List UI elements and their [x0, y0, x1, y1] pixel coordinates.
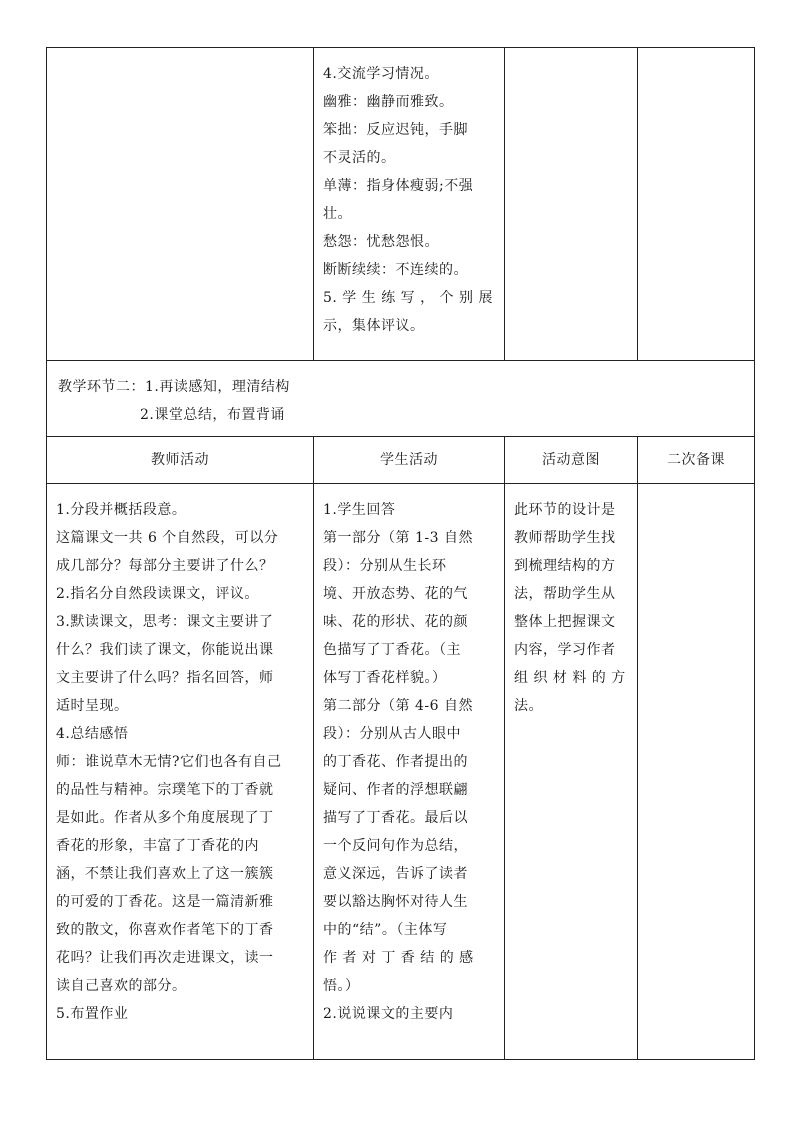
text-line: 要以豁达胸怀对待人生 — [323, 894, 468, 910]
text-line: 体写丁香花样貌。） — [323, 670, 447, 686]
text-line: 境、开放态势、花的气 — [323, 586, 468, 602]
backup-cell-empty — [638, 48, 755, 361]
text-line: 段）：分别从古人眼中 — [323, 726, 461, 742]
text-line: 中的“结”。（主体写 — [323, 922, 448, 938]
text-line: 段）：分别从生长环 — [323, 558, 447, 574]
text-line: 描写了丁香花。最后以 — [323, 810, 468, 826]
section-two-cell — [47, 361, 755, 437]
activity-intent-text — [505, 484, 637, 720]
text-line: 2.指名分自然段读课文，评议。 — [56, 586, 259, 602]
text-line: 5.布置作业 — [56, 1006, 129, 1022]
text-line: 愁怨：忧愁怨恨。 — [323, 234, 439, 250]
header-teacher-activity: 教师活动 — [47, 437, 314, 484]
text-line: 第二部分（第 4-6 自然 — [323, 698, 473, 714]
teacher-activity-text — [47, 484, 313, 1028]
text-line: 内容，学习作者 — [514, 642, 616, 658]
text-line: 意义深远，告诉了读者 — [323, 866, 468, 882]
text-line: 的丁香花、作者提出的 — [323, 754, 468, 770]
intent-cell-empty — [505, 48, 638, 361]
header-second-prep: 二次备课 — [638, 437, 755, 484]
text-line: 这篇课文一共 6 个自然段，可以分 — [56, 530, 279, 546]
text-line: 涵，不禁让我们喜欢上了这一簇簇 — [56, 866, 274, 882]
text-line: 教师帮助学生找 — [514, 530, 616, 546]
section-two-row — [47, 361, 755, 437]
text-line: 什么？我们读了课文，你能说出课 — [56, 642, 274, 658]
text-line: 一个反问句作为总结， — [323, 838, 468, 854]
text-line: 笨拙：反应迟钝，手脚 — [323, 122, 468, 138]
text-line: 壮。 — [323, 206, 352, 222]
text-line: 2.说说课文的主要内 — [323, 1006, 454, 1022]
text-line: 作 者 对 丁 香 结 的 感 — [323, 950, 474, 966]
text-line: 文主要讲了什么吗？指名回答，师 — [56, 670, 274, 686]
column-header-row — [47, 437, 755, 484]
text-line: 法，帮助学生从 — [514, 586, 616, 602]
text-line: 整体上把握课文 — [514, 614, 616, 630]
continuation-row — [47, 48, 755, 361]
text-line: 此环节的设计是 — [514, 502, 616, 518]
content-row — [47, 484, 755, 1060]
text-line: 花吗？让我们再次走进课文，读一 — [56, 950, 274, 966]
text-line: 幽雅：幽静而雅致。 — [323, 94, 454, 110]
text-line: 示，集体评议。 — [323, 318, 425, 334]
text-line: 组 织 材 料 的 方 — [514, 670, 626, 686]
text-line: 单薄：指身体瘦弱;不强 — [323, 178, 474, 194]
text-line: 香花的形象，丰富了丁香花的内 — [56, 838, 259, 854]
student-activity-text — [314, 484, 504, 1028]
section-two-subtitle: 2.课堂总结，布置背诵 — [140, 407, 285, 423]
text-line: 疑问、作者的浮想联翩 — [323, 782, 468, 798]
text-line: 1.学生回答 — [323, 502, 396, 518]
intent-cell — [505, 484, 638, 1060]
header-student-activity: 学生活动 — [314, 437, 505, 484]
text-line: 色描写了丁香花。（主 — [323, 642, 461, 658]
text-line: 3.默读课文，思考：课文主要讲了 — [56, 614, 274, 630]
text-line: 适时呈现。 — [56, 698, 129, 714]
student-activity-cell — [314, 48, 505, 361]
text-line: 不灵活的。 — [323, 150, 396, 166]
section-two-title: 教学环节二：1.再读感知，理清结构 — [58, 379, 290, 395]
header-activity-intent: 活动意图 — [505, 437, 638, 484]
text-line: 读自己喜欢的部分。 — [56, 978, 187, 994]
text-line: 第一部分（第 1-3 自然 — [323, 530, 473, 546]
text-line: 是如此。作者从多个角度展现了丁 — [56, 810, 274, 826]
teacher-activity-cell — [47, 484, 314, 1060]
text-line: 断断续续：不连续的。 — [323, 262, 468, 278]
text-line: 1.分段并概括段意。 — [56, 502, 187, 518]
student-activity-cell — [314, 484, 505, 1060]
text-line: 的品性与精神。宗璞笔下的丁香就 — [56, 782, 274, 798]
text-line: 4.总结感悟 — [56, 726, 129, 742]
text-line: 4.交流学习情况。 — [323, 66, 439, 82]
text-line: 师：谁说草木无情?它们也各有自己 — [56, 754, 282, 770]
text-line: 5. 学 生 练 写 ， 个 别 展 — [323, 290, 493, 306]
backup-cell-empty — [638, 484, 755, 1060]
teacher-activity-cell-empty — [47, 48, 314, 361]
lesson-plan-table — [46, 47, 755, 1060]
text-line: 到梳理结构的方 — [514, 558, 616, 574]
text-line: 味、花的形状、花的颜 — [323, 614, 468, 630]
text-line: 法。 — [514, 698, 543, 714]
text-line: 成几部分？每部分主要讲了什么？ — [56, 558, 274, 574]
text-line: 的可爱的丁香花。这是一篇清新雅 — [56, 894, 274, 910]
text-line: 悟。） — [323, 978, 360, 994]
text-line: 致的散文，你喜欢作者笔下的丁香 — [56, 922, 274, 938]
student-activity-text — [314, 48, 504, 340]
